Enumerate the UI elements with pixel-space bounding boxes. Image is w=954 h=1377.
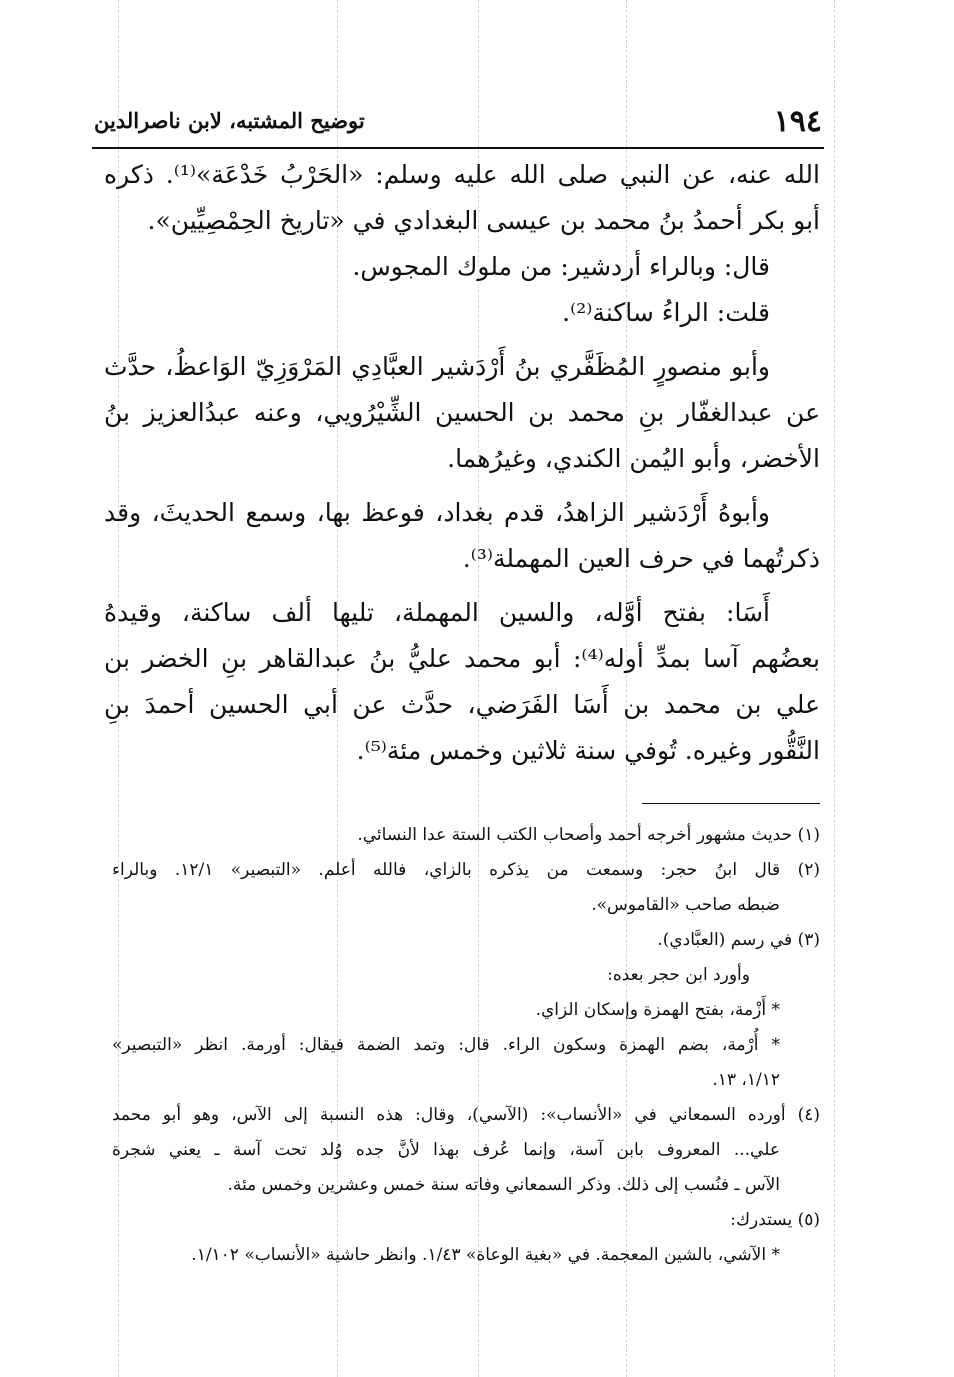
footnote-line: علي... المعروف بابن آسة، وإنما عُرف بهذا لأنَّ جده وُلد تحت آسة ـ يعني شجرة xyxy=(112,1140,780,1160)
footnote-separator xyxy=(642,803,820,804)
footnote-line: (٢) قال ابنُ حجر: وسمعت من يذكره بالزاي، فالله أعلم. «التبصير» ١٢/١. وبالراء xyxy=(112,860,820,880)
scan-guide-line xyxy=(834,0,835,1377)
footnote-line: ١/١٢، ١٣. xyxy=(712,1070,780,1090)
book-title: توضيح المشتبه، لابن ناصرالدين xyxy=(94,108,365,133)
footnotes xyxy=(112,818,820,1273)
text-line: وأبوهُ أَرْدَشير الزاهدُ، قدم بغداد، فوعظ بها، وسمع الحديثَ، وقد xyxy=(104,498,770,527)
footnote-line: * الآشي، بالشين المعجمة. في «بغية الوعاة» ١/٤٣. وانظر حاشية «الأنساب» ١/١٠٢. xyxy=(191,1245,780,1265)
footnote-line: (١) حديث مشهور أخرجه أحمد وأصحاب الكتب الستة عدا النسائي. xyxy=(357,825,820,845)
text-line: أَسَا: بفتح أوَّله، والسين المهملة، تليها ألف ساكنة، وقيدهُ xyxy=(104,598,770,627)
footnote-line: (٣) في رسم (العبَّادي). xyxy=(657,930,820,950)
text-line: الأخضر، وأبو اليُمن الكندي، وغيرُهما. xyxy=(447,444,820,473)
main-text xyxy=(104,152,820,774)
footnote-line: (٤) أورده السمعاني في «الأنساب»: (الآسي)، وقال: هذه النسبة إلى الآس، وهو أبو محمد xyxy=(112,1105,820,1125)
footnote-line: * أُرْمة، بضم الهمزة وسكون الراء. قال: وتمد الضمة فيقال: أورمة. انظر «التبصير» xyxy=(112,1035,780,1055)
footnote-line: وأورد ابن حجر بعده: xyxy=(607,965,750,985)
footnote-line: * أَزْمة، بفتح الهمزة وإسكان الزاي. xyxy=(535,1000,780,1020)
text-line: أبو بكر أحمدُ بنُ محمد بن عيسى البغدادي في «تاريخ الحِمْصِيِّين». xyxy=(147,206,820,235)
text-line: وأبو منصورٍ المُظَفَّري بنُ أَرْدَشير العبَّادِي المَرْوَزِيّ الوَاعظُ، حدَّث xyxy=(104,352,770,381)
text-line: قلت: الراءُ ساكنة⁽²⁾. xyxy=(562,298,770,327)
text-line: ذكرتُهما في حرف العين المهملة⁽³⁾. xyxy=(462,544,820,573)
page-header xyxy=(92,100,824,142)
footnote-line: الآس ـ فنُسب إلى ذلك. وذكر السمعاني وفاته سنة خمس وعشرين وخمس مئة. xyxy=(227,1175,780,1195)
page-number: ١٩٤ xyxy=(773,104,822,139)
text-line: قال: وبالراء أردشير: من ملوك المجوس. xyxy=(352,252,770,281)
header-rule xyxy=(92,147,824,149)
text-line: عن عبدالغفّار بنِ محمد بن الحسين الشِّيْرُويي، وعنه عبدُالعزيز بنُ xyxy=(104,398,820,427)
text-line: بعضُهم آسا بمدِّ أوله⁽⁴⁾: أبو محمد عليُّ بنُ عبدالقاهر بنِ الخضر بن xyxy=(104,644,820,673)
footnote-line: (٥) يستدرك: xyxy=(730,1210,820,1230)
footnote-line: ضبطه صاحب «القاموس». xyxy=(591,895,780,915)
text-line: النَّقُّور وغيره. تُوفي سنة ثلاثين وخمس مئة⁽⁵⁾. xyxy=(356,736,820,765)
text-line: علي بن محمد بن أَسَا الفَرَضي، حدَّث عن أبي الحسين أحمدَ بنِ xyxy=(104,690,820,719)
text-line: الله عنه، عن النبي صلى الله عليه وسلم: «الحَرْبُ خَدْعَة»⁽¹⁾. ذكره xyxy=(104,160,820,189)
